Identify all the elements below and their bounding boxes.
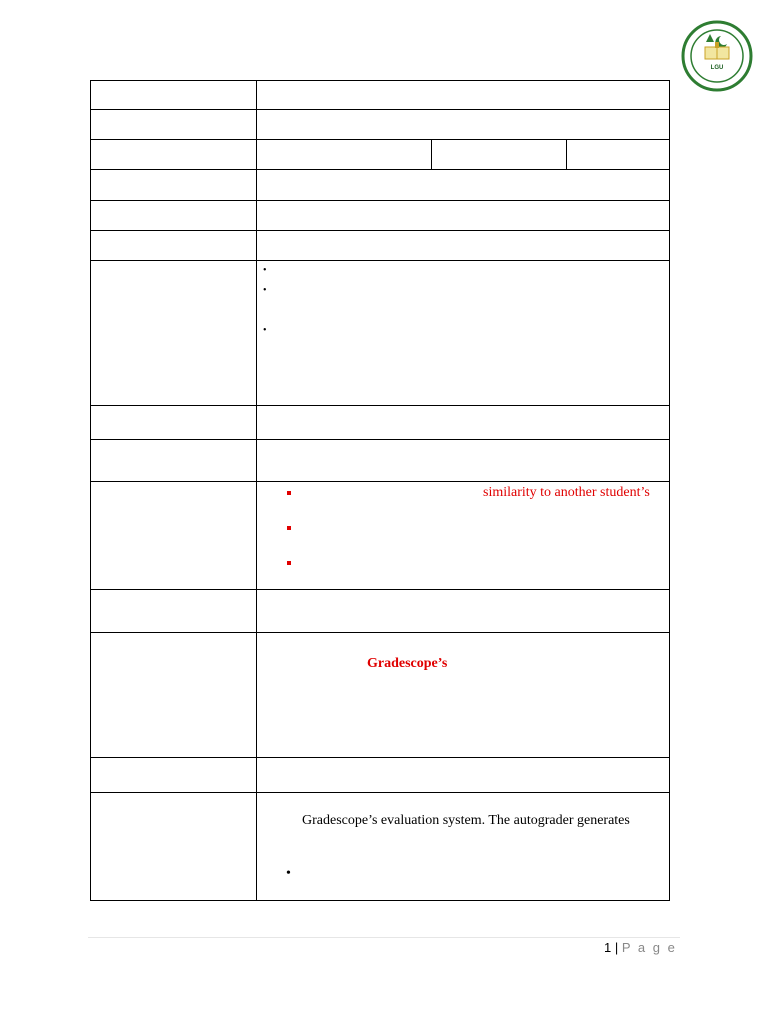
table-row — [90, 201, 670, 231]
row-label-cell — [91, 81, 257, 109]
footer-divider — [88, 937, 680, 938]
cell-divider — [431, 140, 432, 169]
table-row — [90, 140, 670, 170]
row-label-cell — [91, 201, 257, 230]
row-label-cell — [91, 406, 257, 439]
row-label-cell — [91, 110, 257, 139]
table-row — [90, 261, 670, 406]
page-footer — [604, 940, 677, 955]
table-row — [90, 440, 670, 482]
logo-center-text: LGU — [710, 65, 724, 71]
red-bullet — [287, 491, 291, 495]
table-row — [90, 482, 670, 590]
row-label-cell — [91, 140, 257, 169]
table-row — [90, 110, 670, 140]
row-value-cell — [256, 110, 669, 139]
red-bullet — [287, 561, 291, 565]
bullet-point: • — [263, 265, 267, 276]
table-row — [90, 590, 670, 633]
table-row — [90, 633, 670, 758]
row-label-cell — [91, 633, 257, 757]
red-bullet — [287, 526, 291, 530]
bullet-point: • — [286, 866, 291, 881]
table-row — [90, 231, 670, 261]
row-value-cell — [256, 81, 669, 109]
page-number: 1 — [604, 940, 612, 955]
university-logo — [676, 20, 758, 92]
table-row — [90, 170, 670, 201]
table-row — [90, 80, 670, 110]
similarity-text: similarity to another student’s — [483, 485, 650, 500]
table-row — [90, 406, 670, 440]
row-label-cell — [91, 170, 257, 200]
row-label-cell — [91, 793, 257, 900]
table-row — [90, 758, 670, 793]
footer-separator: | — [614, 940, 619, 955]
row-label-cell — [91, 758, 257, 792]
evaluation-text: Gradescope’s evaluation system. The autograder generates — [302, 813, 630, 828]
row-label-cell — [91, 482, 257, 589]
table-row — [90, 793, 670, 901]
bullet-point: • — [263, 285, 267, 296]
row-label-cell — [91, 231, 257, 260]
row-label-cell — [91, 261, 257, 405]
bullet-point: • — [263, 325, 267, 336]
row-label-cell — [91, 590, 257, 632]
cell-divider — [566, 140, 567, 169]
gradescope-highlight: Gradescope’s — [367, 656, 448, 671]
page-label: P a g e — [621, 940, 677, 955]
row-label-cell — [91, 440, 257, 481]
